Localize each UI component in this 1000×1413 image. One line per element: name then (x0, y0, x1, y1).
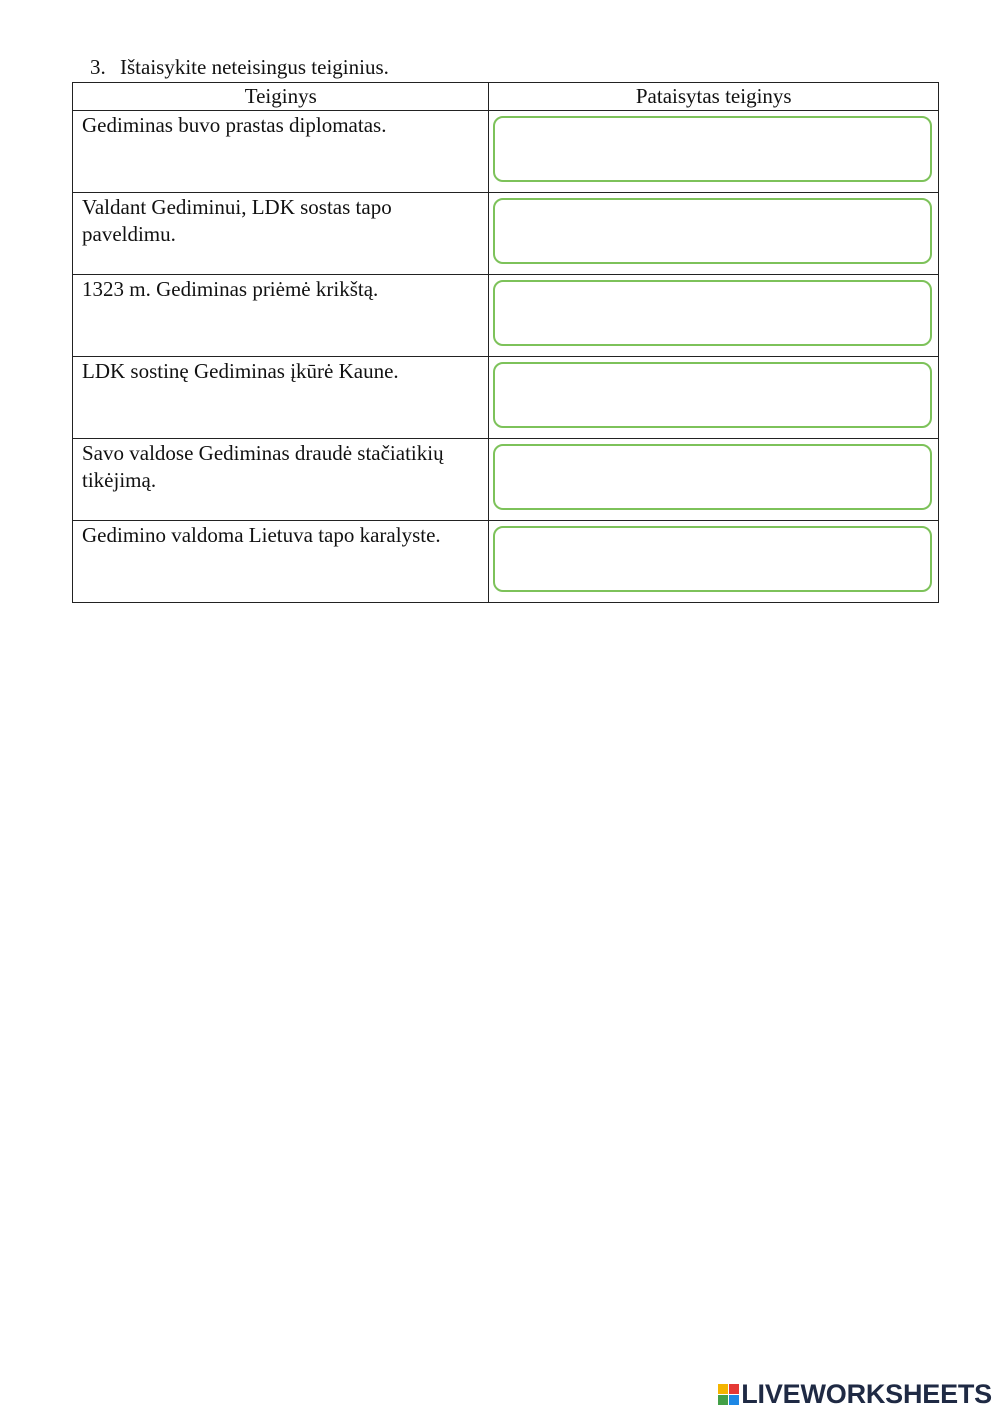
table-header-row (73, 83, 939, 111)
answer-cell (489, 521, 939, 603)
task-heading (90, 53, 389, 81)
statement-text: LDK sostinę Gediminas įkūrė Kaune. (82, 359, 399, 383)
statement-cell (73, 357, 489, 439)
answer-input[interactable] (493, 526, 932, 592)
table-row (73, 521, 939, 603)
task-instruction: Ištaisykite neteisingus teiginius. (120, 55, 389, 79)
header-corrected-statement: Pataisytas teiginys (489, 83, 939, 111)
statement-cell (73, 111, 489, 193)
header-statement: Teiginys (73, 83, 489, 111)
answer-input[interactable] (493, 362, 932, 428)
statement-cell (73, 193, 489, 275)
answer-cell (489, 357, 939, 439)
table-row (73, 275, 939, 357)
answer-input[interactable] (493, 116, 932, 182)
statements-table (72, 82, 939, 603)
table-row (73, 193, 939, 275)
statement-cell (73, 275, 489, 357)
answer-cell (489, 275, 939, 357)
watermark-text: LIVEWORKSHEETS (741, 1379, 992, 1409)
table-row (73, 357, 939, 439)
answer-input[interactable] (493, 198, 932, 264)
statement-cell (73, 439, 489, 521)
answer-input[interactable] (493, 280, 932, 346)
statement-cell (73, 521, 489, 603)
statement-text: Gedimino valdoma Lietuva tapo karalyste. (82, 523, 441, 547)
answer-cell (489, 111, 939, 193)
table-row (73, 439, 939, 521)
table-row (73, 111, 939, 193)
liveworksheets-logo-icon (718, 1384, 739, 1405)
answer-cell (489, 193, 939, 275)
task-number: 3. (90, 55, 106, 79)
answer-cell (489, 439, 939, 521)
statement-text: Valdant Gediminui, LDK sostas tapo paveldimu. (82, 195, 392, 246)
statement-text: 1323 m. Gediminas priėmė krikštą. (82, 277, 379, 301)
answer-input[interactable] (493, 444, 932, 510)
statement-text: Gediminas buvo prastas diplomatas. (82, 113, 387, 137)
liveworksheets-watermark (718, 1379, 992, 1409)
statement-text: Savo valdose Gediminas draudė stačiatikių tikėjimą. (82, 441, 444, 492)
